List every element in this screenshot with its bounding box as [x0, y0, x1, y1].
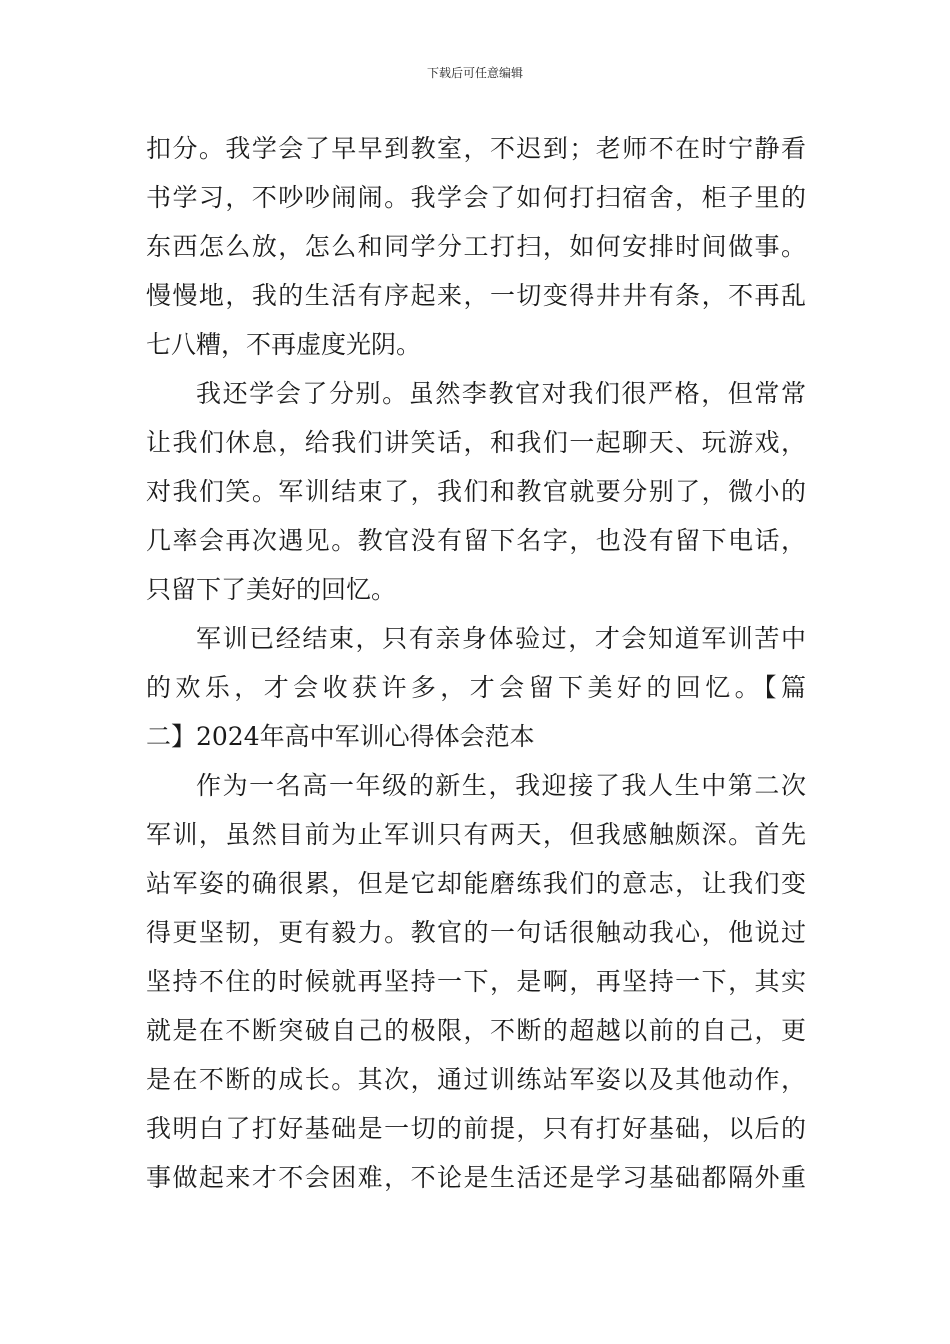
text-line: 对我们笑。军训结束了，我们和教官就要分别了，微小的: [146, 477, 806, 506]
text-line: 我明白了打好基础是一切的前提，只有打好基础，以后的: [146, 1114, 806, 1143]
text-line: 事做起来才不会困难，不论是生活还是学习基础都隔外重: [146, 1163, 806, 1192]
text-line: 二】2024年高中军训心得体会范本: [146, 722, 535, 751]
text-line: 军训，虽然目前为止军训只有两天，但我感触颇深。首先: [146, 820, 806, 849]
text-line: 坚持不住的时候就再坚持一下，是啊，再坚持一下，其实: [146, 967, 806, 996]
document-body: [146, 124, 806, 1202]
text-line: 就是在不断突破自己的极限，不断的超越以前的自己，更: [146, 1016, 806, 1045]
text-line: 我还学会了分别。虽然李教官对我们很严格，但常常: [196, 379, 806, 408]
text-line: 慢慢地，我的生活有序起来，一切变得井井有条，不再乱: [146, 281, 806, 310]
text-line: 几率会再次遇见。教官没有留下名字，也没有留下电话，: [146, 526, 806, 555]
text-line: 站军姿的确很累，但是它却能磨练我们的意志，让我们变: [146, 869, 806, 898]
text-line: 扣分。我学会了早早到教室，不迟到；老师不在时宁静看: [146, 134, 806, 163]
text-line: 得更坚韧，更有毅力。教官的一句话很触动我心，他说过: [146, 918, 806, 947]
text-line: 是在不断的成长。其次，通过训练站军姿以及其他动作，: [146, 1065, 806, 1094]
text-line: 东西怎么放，怎么和同学分工打扫，如何安排时间做事。: [146, 232, 806, 261]
text-line: 军训已经结束，只有亲身体验过，才会知道军训苦中: [196, 624, 806, 653]
page-header: 下载后可任意编辑: [426, 66, 523, 80]
text-line: 作为一名高一年级的新生，我迎接了我人生中第二次: [196, 771, 806, 800]
text-line: 七八糟，不再虚度光阴。: [146, 330, 422, 359]
text-line: 书学习，不吵吵闹闹。我学会了如何打扫宿舍，柜子里的: [146, 183, 806, 212]
text-line: 让我们休息，给我们讲笑话，和我们一起聊天、玩游戏，: [146, 428, 806, 457]
text-line: 的欢乐，才会收获许多，才会留下美好的回忆。【篇: [146, 673, 806, 702]
text-line: 只留下了美好的回忆。: [146, 575, 397, 604]
